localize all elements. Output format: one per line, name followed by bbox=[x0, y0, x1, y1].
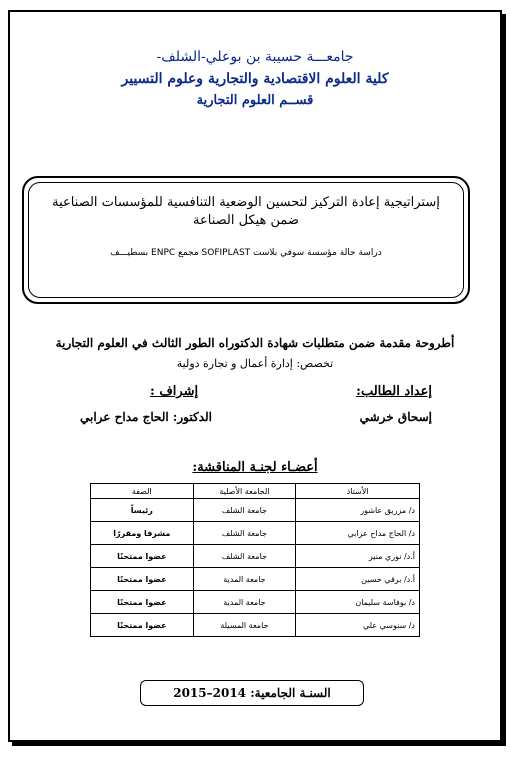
jury-member-name: د/ مزريق عاشور bbox=[296, 499, 420, 522]
jury-title: أعضـاء لجنـة المناقشة: bbox=[192, 460, 318, 475]
title-box bbox=[22, 176, 470, 304]
table-row bbox=[91, 522, 420, 545]
department-name: قســم العلوم التجارية bbox=[196, 93, 314, 108]
jury-member-name: د/ الحاج مداح عرابي bbox=[296, 522, 420, 545]
specialization: تخصص: إدارة أعمال و تجارة دولية bbox=[176, 357, 334, 370]
jury-member-role: عضوا ممتحنًا bbox=[91, 614, 194, 637]
table-row bbox=[91, 568, 420, 591]
jury-member-name: أ.د/ برقي حسين bbox=[296, 568, 420, 591]
jury-member-name: د/ سنوسي علي bbox=[296, 614, 420, 637]
jury-member-role: عضوا ممتحنًا bbox=[91, 545, 194, 568]
supervisor-name: الدكتور: الحاج مداح عرابي bbox=[80, 410, 212, 424]
faculty-name: كلية العلوم الاقتصادية والتجارية وعلوم التسيير bbox=[121, 71, 389, 87]
jury-member-university: جامعة المدية bbox=[193, 591, 296, 614]
thesis-title-line-1: إستراتيجية إعادة التركيز لتحسين الوضعية التنافسية للمؤسسات الصناعية bbox=[52, 195, 440, 210]
header-professor: الأستاذ bbox=[296, 484, 420, 499]
header-role: الصفة bbox=[91, 484, 194, 499]
jury-member-university: جامعة المسيلة bbox=[193, 614, 296, 637]
university-name: جامعـــة حسيبة بن بوعلي-الشلف- bbox=[156, 49, 354, 65]
student-name: إسحاق خرشي bbox=[359, 410, 432, 424]
student-label: إعداد الطالب: bbox=[356, 384, 432, 399]
jury-member-university: جامعة الشلف bbox=[193, 522, 296, 545]
jury-member-role: مشرفا ومقررًا bbox=[91, 522, 194, 545]
jury-table-header-row bbox=[91, 484, 420, 499]
academic-year-label: السنـة الجامعية: bbox=[250, 686, 331, 700]
jury-member-role: عضوا ممتحنًا bbox=[91, 568, 194, 591]
jury-member-role: رئيساً bbox=[91, 499, 194, 522]
jury-member-name: د/ بوفاسة سليمان bbox=[296, 591, 420, 614]
jury-member-university: جامعة المدية bbox=[193, 568, 296, 591]
thesis-title-line-2: ضمن هيكل الصناعة bbox=[193, 213, 299, 228]
jury-member-name: أ.د/ نوري منير bbox=[296, 545, 420, 568]
jury-member-university: جامعة الشلف bbox=[193, 499, 296, 522]
thesis-statement: أطروحة مقدمة ضمن متطلبات شهادة الدكتوراه الطور الثالث في العلوم التجارية bbox=[55, 336, 455, 350]
jury-member-role: عضوا ممتحنًا bbox=[91, 591, 194, 614]
header-university: الجامعة الأصلية bbox=[193, 484, 296, 499]
academic-year-value: 2014–2015 bbox=[173, 686, 247, 700]
jury-member-university: جامعة الشلف bbox=[193, 545, 296, 568]
table-row bbox=[91, 499, 420, 522]
table-row bbox=[91, 545, 420, 568]
institution-header bbox=[0, 46, 510, 112]
table-row bbox=[91, 591, 420, 614]
table-row bbox=[91, 614, 420, 637]
academic-year-box bbox=[140, 680, 364, 706]
jury-table bbox=[90, 483, 420, 637]
supervisor-label: إشراف : bbox=[150, 384, 199, 399]
case-study-line: دراسة حالة مؤسسة سوفي بلاست SOFIPLAST مجمع ENPC بسطيـــف bbox=[110, 248, 382, 258]
